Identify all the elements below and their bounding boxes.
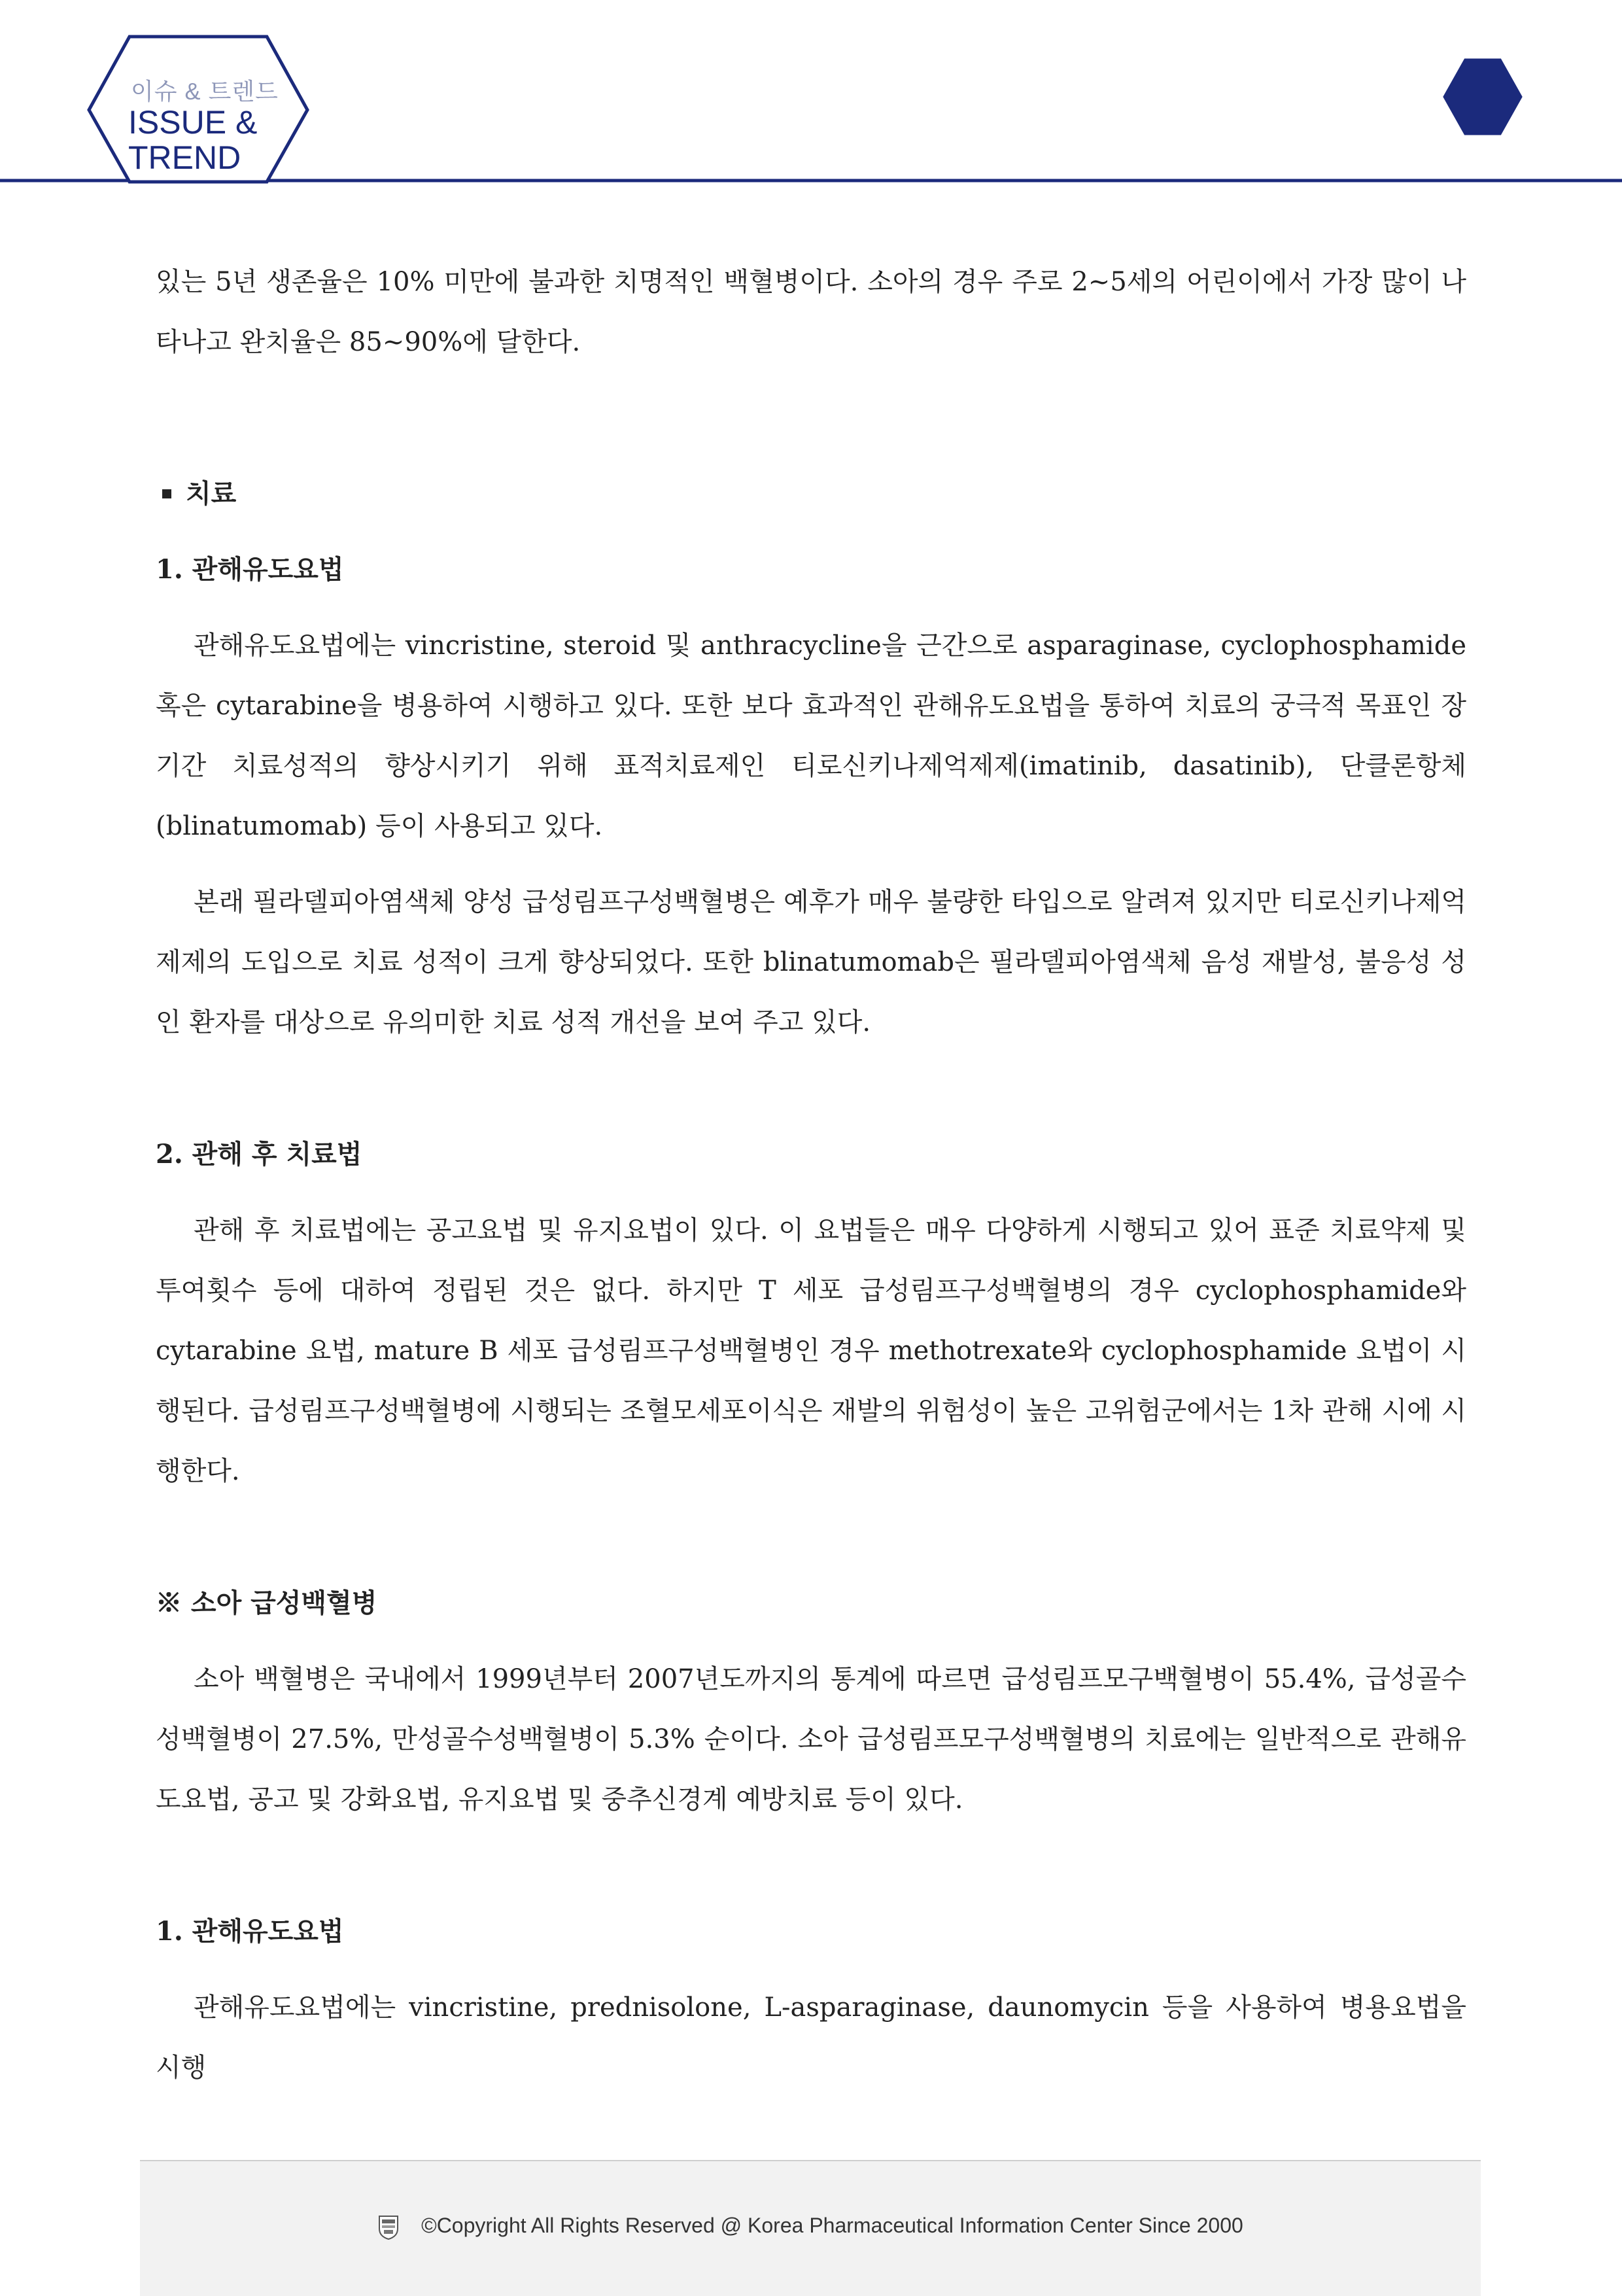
issue-badge-line2: TREND: [128, 139, 241, 176]
page-footer: [140, 2160, 1481, 2296]
section-1-paragraph-1: 관해유도요법에는 vincristine, steroid 및 anthracycline을 근간으로 asparaginase, cyclophosphamide 혹은 cytarabine을 병용하여 시행하고 있다. 또한 보다 효과적인 관해유도요법을 통하여 치료의 궁극적 목표인 장기간 치료성적의 향상시키기 위해 표적치료제인 티로신키나제억제제(imatinib, dasatinib), 단클론항체 (blinatumomab) 등이 사용되고 있다.: [156, 631, 1466, 841]
pediatric-leukemia-title: ※ 소아 급성백혈병: [156, 1588, 377, 1618]
header-hexagon-ornament: [1444, 60, 1521, 134]
document-body: [156, 252, 1466, 2098]
section-1-paragraph-2: 본래 필라델피아염색체 양성 급성림프구성백혈병은 예후가 매우 불량한 타입으로 알려져 있지만 티로신키나제억제제의 도입으로 치료 성적이 크게 향상되었다. 또한 blinatumomab은 필라델피아염색체 음성 재발성, 불응성 성인 환자를 대상으로 유의미한 치료 성적 개선을 보여 주고 있다.: [156, 887, 1466, 1037]
section-1-title: 1. 관해유도요법: [156, 554, 344, 585]
section-3-paragraph: 관해유도요법에는 vincristine, prednisolone, L-asparaginase, daunomycin 등을 사용하여 병용요법을 시행: [156, 1992, 1466, 2083]
intro-paragraph: 있는 5년 생존율은 10% 미만에 불과한 치명적인 백혈병이다. 소아의 경우 주로 2~5세의 어린이에서 가장 많이 나타나고 완치율은 85~90%에 달한다.: [156, 267, 1466, 357]
section-2-paragraph: 관해 후 치료법에는 공고요법 및 유지요법이 있다. 이 요법들은 매우 다양하게 시행되고 있어 표준 치료약제 및 투여횟수 등에 대하여 정립된 것은 없다. 하지만 T 세포 급성림프구성백혈병의 경우 cyclophosphamide와 cytarabine 요법, mature B 세포 급성림프구성백혈병인 경우 methotrexate와 cyclophosphamide 요법이 시행된다. 급성림프구성백혈병에 시행되는 조혈모세포이식은 재발의 위험성이 높은 고위험군에서는 1차 관해 시에 시행한다.: [156, 1215, 1466, 1486]
section-3-title: 1. 관해유도요법: [156, 1916, 344, 1947]
copyright-text: ©Copyright All Rights Reserved @ Korea Pharmaceutical Information Center Since 2000: [421, 2214, 1243, 2237]
section-2-title: 2. 관해 후 치료법: [156, 1139, 362, 1170]
shield-logo-icon: [377, 2214, 400, 2240]
pediatric-paragraph: 소아 백혈병은 국내에서 1999년부터 2007년도까지의 통계에 따르면 급성림프모구백혈병이 55.4%, 급성골수성백혈병이 27.5%, 만성골수성백혈병이 5.3% 순이다. 소아 급성림프모구성백혈병의 치료에는 일반적으로 관해유도요법, 공고 및 강화요법, 유지요법 및 중추신경계 예방치료 등이 있다.: [156, 1664, 1466, 1815]
treatment-heading: [156, 464, 1466, 524]
treatment-title: 치료: [186, 478, 237, 509]
issue-badge-korean: 이슈 & 트렌드: [131, 78, 279, 105]
square-bullet-icon: [162, 489, 171, 498]
issue-badge-line1: ISSUE &: [128, 104, 258, 141]
